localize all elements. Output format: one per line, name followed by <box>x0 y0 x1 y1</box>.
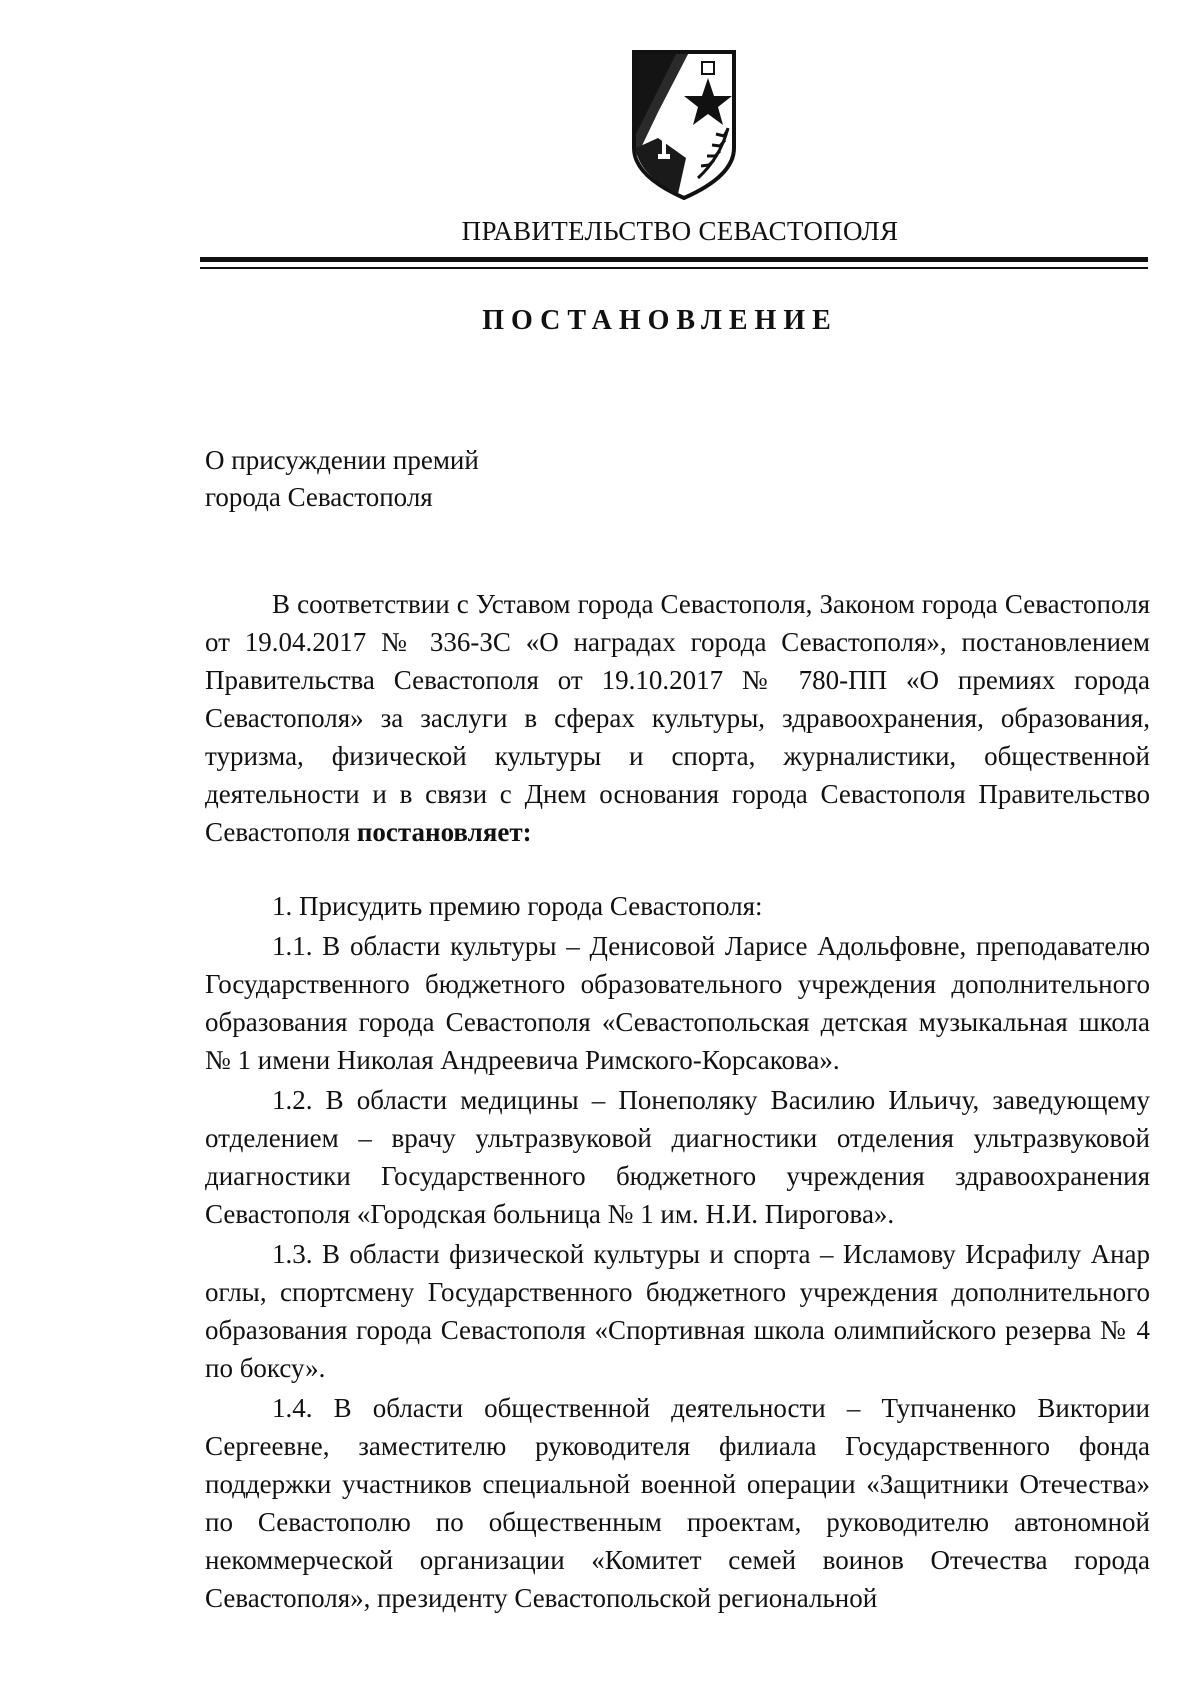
preamble-paragraph <box>205 585 1150 851</box>
preamble-text: В соответствии с Уставом города Севастополя, Законом города Севастополя от 19.04.2017 № 336-ЗС «О наградах города Севастополя», постановлением Правительства Севастополя от 19.10.2017 № 780-ПП «О премиях города Севастополя» за заслуги в сферах культуры, здравоохранения, образования, туризма, физической культуры и спорта, журналистики, общественной деятельности и в связи с Днем основания города Севастополя Правительство Севастополя <box>205 589 1150 847</box>
header-divider-thin <box>200 267 1148 269</box>
sevastopol-coat-of-arms-icon <box>628 48 740 203</box>
preamble-emphasis: постановляет: <box>356 817 532 847</box>
organization-name: ПРАВИТЕЛЬСТВО СЕВАСТОПОЛЯ <box>461 216 899 246</box>
subject-line-2: города Севастополя <box>205 482 433 512</box>
document-body <box>205 585 1150 1617</box>
header-divider-thick <box>200 257 1148 262</box>
subject-line-1: О присуждении премий <box>205 445 479 475</box>
award-item-medicine: 1.2. В области медицины – Понеполяку Василию Ильичу, заведующему отделением – врачу ультразвуковой диагностики отделения ультразвуковой диагностики Государственного бюджетного учреждения здравоохранения Севастополя «Городская больница № 1 им. Н.И. Пирогова». <box>205 1085 1150 1229</box>
document-type-title: ПОСТАНОВЛЕНИЕ <box>482 305 838 336</box>
document-subject <box>205 442 479 516</box>
award-item-sport: 1.3. В области физической культуры и спорта – Исламову Исрафилу Анар оглы, спортсмену Государственного бюджетного учреждения дополнительного образования города Севастополя «Спортивная школа олимпийского резерва № 4 по боксу». <box>205 1239 1150 1383</box>
award-item-culture: 1.1. В области культуры – Денисовой Ларисе Адольфовне, преподавателю Государственного бюджетного образовательного учреждения дополнительного образования города Севастополя «Севастопольская детская музыкальная школа № 1 имени Николая Андреевича Римского-Корсакова». <box>205 931 1150 1075</box>
award-item-public-activity: 1.4. В области общественной деятельности – Тупчаненко Виктории Сергеевне, заместителю руководителя филиала Государственного фонда поддержки участников специальной военной операции «Защитники Отечества» по Севастополю по общественным проектам, руководителю автономной некоммерческой организации «Комитет семей воинов Отечества города Севастополя», президенту Севастопольской региональной <box>205 1393 1150 1613</box>
decision-item: 1. Присудить премию города Севастополя: <box>272 891 763 921</box>
